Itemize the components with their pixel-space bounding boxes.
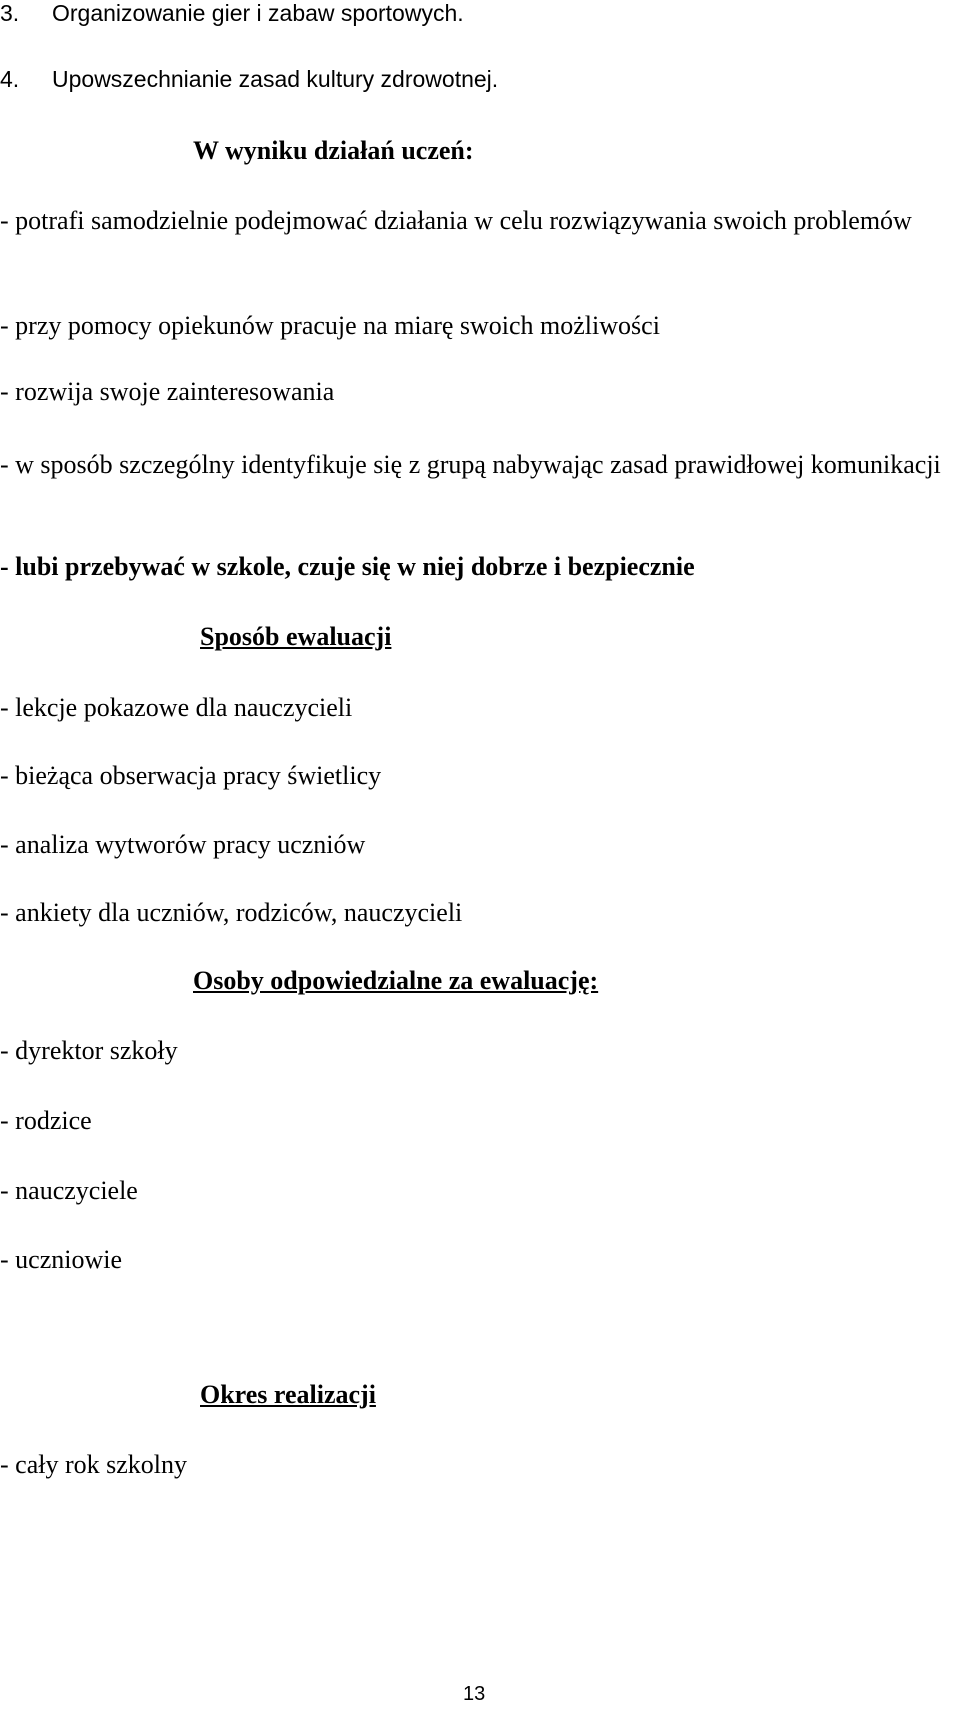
item-number: 4. bbox=[0, 66, 20, 92]
item-text: Organizowanie gier i zabaw sportowych. bbox=[52, 0, 464, 26]
responsible-item: - uczniowie bbox=[0, 1245, 123, 1274]
item-text: Upowszechnianie zasad kultury zdrowotnej. bbox=[52, 66, 499, 92]
item-number: 3. bbox=[0, 0, 20, 26]
period-item: - cały rok szkolny bbox=[0, 1450, 188, 1479]
evaluation-item: - ankiety dla uczniów, rodziców, nauczycieli bbox=[0, 898, 463, 927]
evaluation-item: - bieżąca obserwacja pracy świetlicy bbox=[0, 761, 382, 790]
responsible-item: - rodzice bbox=[0, 1106, 92, 1135]
outcomes-heading: W wyniku działań uczeń: bbox=[193, 136, 474, 165]
numbered-item-4 bbox=[0, 66, 498, 93]
evaluation-item: - lekcje pokazowe dla nauczycieli bbox=[0, 693, 353, 722]
responsible-heading: Osoby odpowiedzialne za ewaluację: bbox=[193, 966, 599, 995]
responsible-item: - dyrektor szkoły bbox=[0, 1036, 178, 1065]
numbered-item-3 bbox=[0, 0, 464, 27]
outcome-item: - rozwija swoje zainteresowania bbox=[0, 377, 335, 406]
outcome-item: - przy pomocy opiekunów pracuje na miarę swoich możliwości bbox=[0, 311, 660, 340]
period-heading: Okres realizacji bbox=[200, 1380, 376, 1409]
evaluation-item: - analiza wytworów pracy uczniów bbox=[0, 830, 366, 859]
evaluation-heading: Sposób ewaluacji bbox=[200, 622, 392, 651]
responsible-item: - nauczyciele bbox=[0, 1176, 138, 1205]
outcome-item: - w sposób szczególny identyfikuje się z grupą nabywając zasad prawidłowej komunikacji bbox=[0, 450, 941, 479]
page-number: 13 bbox=[463, 1683, 486, 1705]
outcome-item: - potrafi samodzielnie podejmować działania w celu rozwiązywania swoich problemów bbox=[0, 206, 912, 235]
outcome-item-bold: - lubi przebywać w szkole, czuje się w niej dobrze i bezpiecznie bbox=[0, 552, 695, 581]
